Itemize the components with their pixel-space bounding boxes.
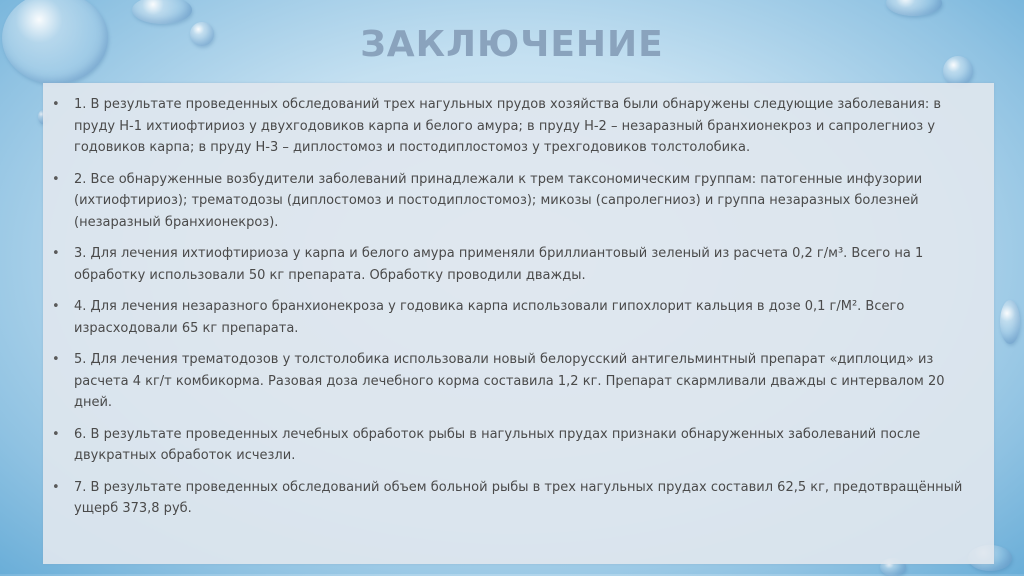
page-title: ЗАКЛЮЧЕНИЕ <box>360 24 664 65</box>
content-panel <box>43 83 994 564</box>
list-item: • 3. Для лечения ихтиофтириоза у карпа и белого амура применяли бриллиантовый зеленый из расчета 0,2 г/м³. Всего на 1 обработку использовали 50 кг препарата. Обработку проводили дважды. <box>65 243 985 286</box>
list-item: • 2. Все обнаруженные возбудители заболеваний принадлежали к трем таксономическим группам: патогенные инфузории (ихтиофтириоз); трематодозы (диплостомоз и постодиплостомоз); микозы (сапролегниоз) и группа незаразных болезней (незаразный бранхионекроз). <box>65 169 985 234</box>
list-item: • 4. Для лечения незаразного бранхионекроза у годовика карпа использовали гипохлорит кальция в дозе 0,1 г/М². Всего израсходовали 65 кг препарата. <box>65 296 985 339</box>
list-item: • 1. В результате проведенных обследований трех нагульных прудов хозяйства были обнаружены следующие заболевания: в пруду Н-1 ихтиофтириоз у двухгодовиков карпа и белого амура; в пруду Н-2 – незаразный бранхионекроз и сапролегниоз у годовиков карпа; в пруду Н-3 – диплостомоз и постодиплостомоз у трехгодовиков толстолобика. <box>65 94 985 159</box>
list-item: • 6. В результате проведенных лечебных обработок рыбы в нагульных прудах признаки обнаруженных заболеваний после двукратных обработок исчезли. <box>65 424 985 467</box>
water-drop-decoration <box>886 0 942 16</box>
water-drop-decoration <box>132 0 192 24</box>
list-item: • 5. Для лечения трематодозов у толстолобика использовали новый белорусский антигельминтный препарат «диплоцид» из расчета 4 кг/т комбикорма. Разовая доза лечебного корма составила 1,2 кг. Препарат скармливали дважды с интервалом 20 дней. <box>65 349 985 414</box>
water-drop-decoration <box>1000 300 1020 344</box>
list-item: • 7. В результате проведенных обследований объем больной рыбы в трех нагульных прудах составил 62,5 кг, предотвращённый ущерб 373,8 руб. <box>65 477 985 520</box>
conclusion-list <box>65 94 985 530</box>
